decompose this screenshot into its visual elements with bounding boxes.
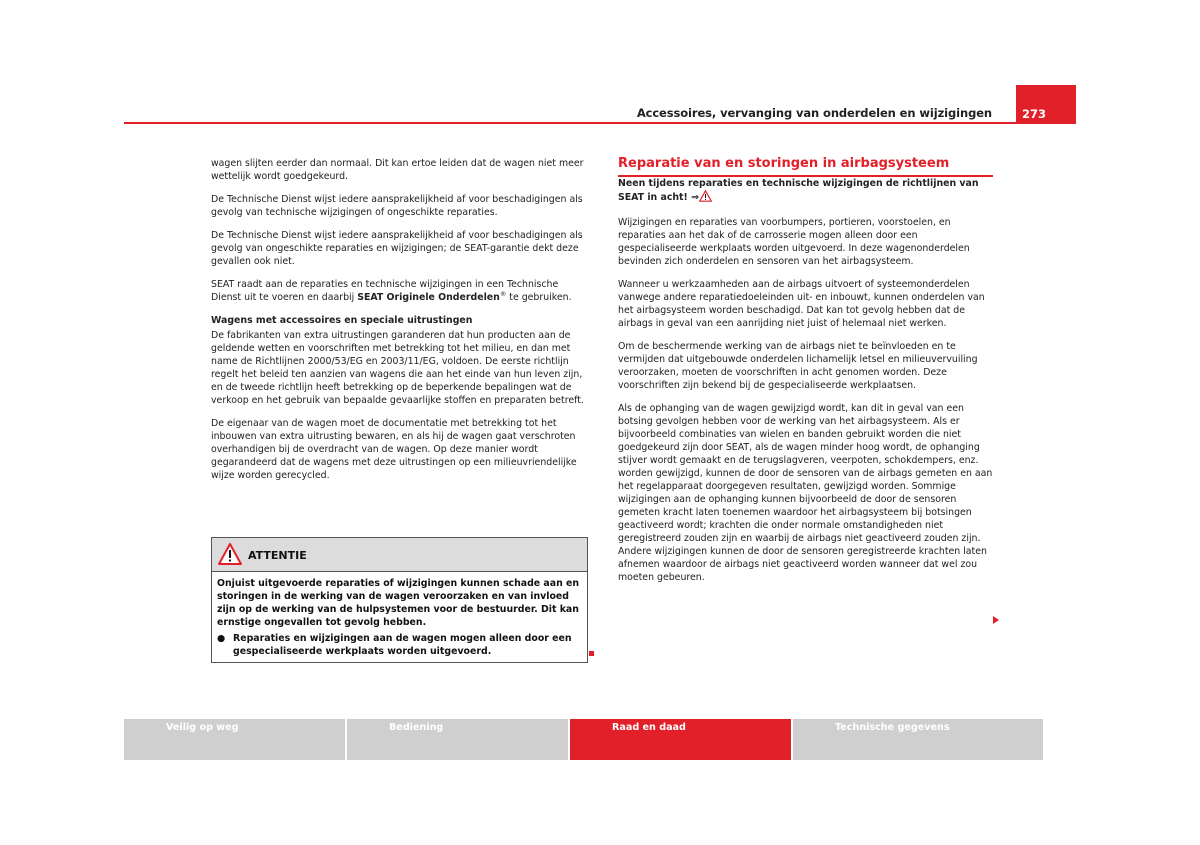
paragraph-text: te gebruiken. <box>506 292 572 303</box>
warning-triangle-icon <box>218 543 242 569</box>
warning-bullet <box>217 632 582 658</box>
page-number: 273 <box>1022 107 1047 121</box>
paragraph-text: SEAT raadt aan de reparaties en technische wijzigingen in een Technische Dienst uit te voeren en daarbij <box>211 279 559 303</box>
paragraph: Als de ophanging van de wagen gewijzigd wordt, kan dit in geval van een botsing gevolgen hebben voor de werking van het airbagsysteem. Als er bijvoorbeeld combinaties van wielen en banden gebruikt worden die niet goedgekeurd zijn door SEAT, als de wagen minder hoog wordt, de ophanging stijver wordt gemaakt en de terugslagveren, veerpoten, schokdempers, enz. worden gewijzigd, kunnen de door de sensoren van de airbags gemeten en aan het regelapparaat doorgegeven resultaten, gewijzigd worden. Sommige wijzigingen aan de ophanging kunnen bijvoorbeeld de door de sensoren gemeten kracht laten toenemen waardoor het airbagsysteem bij botsingen geactiveerd wordt; krachten die onder normale omstandigheden niet geregistreerd zouden zijn en waarbij de airbags niet geactiveerd zouden zijn. Andere wijzigingen kunnen de door de sensoren geregistreerde krachten laten afnemen waardoor de airbags niet geactiveerd worden wanneer dat wel zou moeten gebeuren. <box>618 403 993 583</box>
paragraph <box>211 278 587 304</box>
warning-bullet-text: Reparaties en wijzigingen aan de wagen mogen alleen door een gespecialiseerde werkplaats worden uitgevoerd. <box>233 633 572 657</box>
paragraph: De fabrikanten van extra uitrustingen garanderen dat hun producten aan de geldende wetten en voorschriften met betrekking tot het milieu, en dan met name de Richtlijnen 2000/53/EG en 2003/11/EG, voldoen. De eerste richtlijn regelt het beleid ten aanzien van wagens die aan het einde van hun leven zijn, en de tweede richtlijn heeft betrekking op de beperkende bepalingen wat de verkoop en het gebruik van bepaalde gevaarlijke stoffen en preparaten betreft. <box>211 330 584 406</box>
tab-bediening[interactable]: Bediening <box>347 719 568 760</box>
section-subheading <box>618 177 993 206</box>
warning-header <box>212 538 587 572</box>
tab-veilig-op-weg[interactable]: Veilig op weg <box>124 719 345 760</box>
tab-technische-gegevens[interactable]: Technische gegevens <box>793 719 1043 760</box>
warning-ref-icon[interactable] <box>699 190 712 206</box>
paragraph: De eigenaar van de wagen moet de documentatie met betrekking tot het inbouwen van extra uitrusting bewaren, en als hij de wagen gaat verschroten overhandigen bij de overdracht van de wagen. Op deze manier wordt gegarandeerd dat de wagens met deze uitrustingen op een milieuvriendelijke wijze worden gerecycled. <box>211 418 577 481</box>
warning-body <box>212 572 587 658</box>
header-rule <box>124 122 1076 124</box>
bullet-icon: ● <box>217 633 226 644</box>
section-title: Reparatie van en storingen in airbagsysteem <box>618 157 993 177</box>
brand-term: SEAT Originele Onderdelen <box>357 292 500 303</box>
warning-box <box>211 537 588 663</box>
tab-raad-en-daad[interactable]: Raad en daad <box>570 719 791 760</box>
registered-mark: ® <box>499 289 507 298</box>
paragraph: wagen slijten eerder dan normaal. Dit kan ertoe leiden dat de wagen niet meer wettelijk wordt goedgekeurd. <box>211 158 584 182</box>
paragraph: Wanneer u werkzaamheden aan de airbags uitvoert of systeemonderdelen vanwege andere reparatiedoeleinden uit- en inbouwt, kunnen onderdelen van het airbagsysteem worden beschadigd. Dat kan tot gevolg hebben dat de airbags in geval van een aanrijding niet juist of helemaal niet werken. <box>618 279 985 329</box>
paragraph: De Technische Dienst wijst iedere aansprakelijkheid af voor beschadigingen als gevolg van ongeschikte reparaties en wijzigingen; de SEAT-garantie dekt deze gevallen ook niet. <box>211 230 583 267</box>
paragraph: Wijzigingen en reparaties van voorbumpers, portieren, voorstoelen, en reparaties aan het dak of de carrosserie mogen alleen door een gespecialiseerde werkplaats worden uitgevoerd. In deze wagenonderdelen bevinden zich onderdelen en sensoren van het airbagsysteem. <box>618 217 970 267</box>
section-end-marker <box>589 651 594 656</box>
subheading-text: Neen tijdens reparaties en technische wijzigingen de richtlijnen van SEAT in acht! <box>618 178 979 203</box>
reference-arrow[interactable]: ⇒ <box>691 192 699 203</box>
paragraph: Om de beschermende werking van de airbags niet te beïnvloeden en te vermijden dat uitgebouwde onderdelen lichamelijk letsel en milieuvervuiling veroorzaken, moeten de voorschriften in acht genomen worden. Deze voorschriften zijn bekend bij de gespecialiseerde werkplaatsen. <box>618 341 978 391</box>
continue-arrow-icon <box>993 616 999 624</box>
warning-label: ATTENTIE <box>248 549 307 562</box>
footer-nav <box>124 719 1076 760</box>
warning-text: Onjuist uitgevoerde reparaties of wijzigingen kunnen schade aan en storingen in de werking van de wagen veroorzaken en van invloed zijn op de werking van de hulpsystemen voor de bestuurder. Dit kan ernstige ongevallen tot gevolg hebben. <box>217 578 580 628</box>
right-column <box>618 157 993 594</box>
subheading: Wagens met accessoires en speciale uitrustingen <box>211 315 473 326</box>
chapter-title: Accessoires, vervanging van onderdelen en wijzigingen <box>636 106 992 120</box>
left-column <box>211 157 587 492</box>
paragraph: De Technische Dienst wijst iedere aansprakelijkheid af voor beschadigingen als gevolg van technische wijzigingen of ongeschikte reparaties. <box>211 194 583 218</box>
